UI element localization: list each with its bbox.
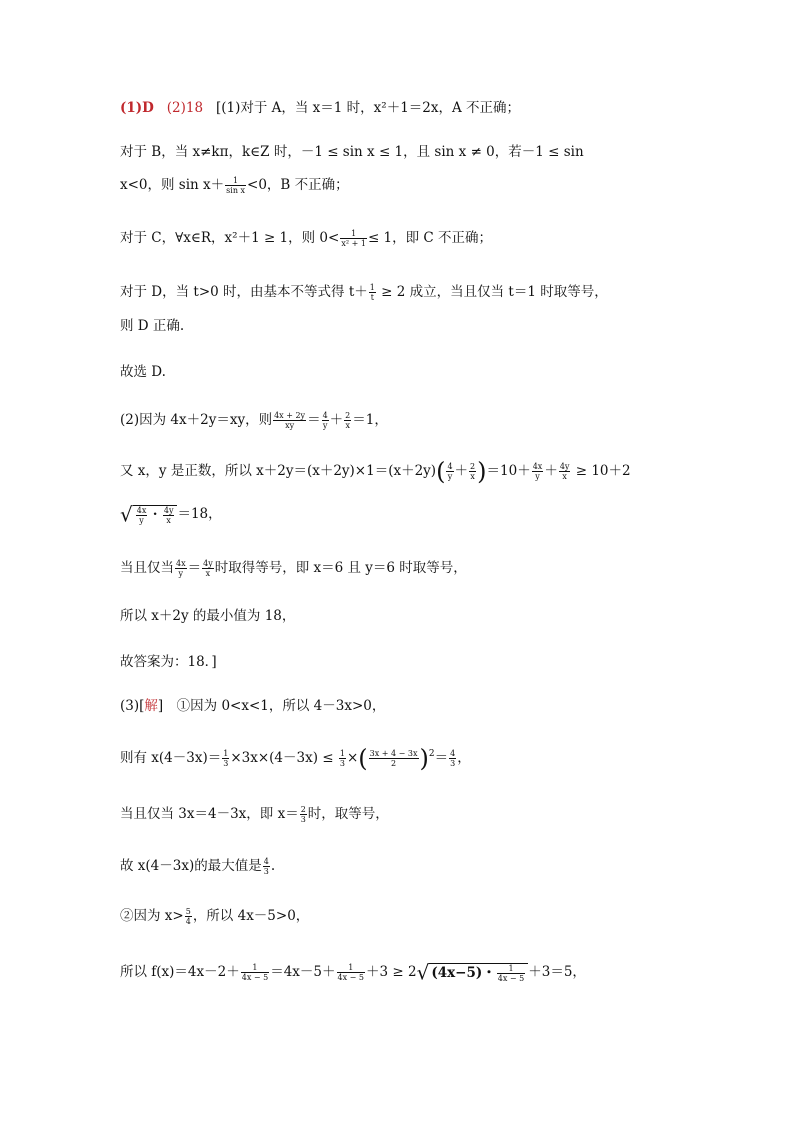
line-6-text: 则 D 正确. — [120, 318, 185, 334]
answer-1: (1)D — [120, 100, 154, 116]
line-5-text-a: 对于 D，当 t>0 时，由基本不等式得 t＋ — [120, 284, 368, 300]
fraction — [300, 805, 307, 824]
line-13 — [120, 652, 217, 672]
line-15-text-c: ， — [457, 750, 471, 766]
denominator: x — [163, 515, 175, 525]
line-11-text-a: 当且仅当 — [120, 560, 174, 576]
line-14 — [120, 696, 385, 716]
numerator: 4y — [203, 559, 213, 568]
fraction — [449, 749, 456, 768]
line-15-text-a: 则有 x(4－3x)＝ — [120, 750, 222, 766]
denominator: 2 — [369, 758, 419, 768]
line-16-text-a: 当且仅当 3x＝4－3x，即 x＝ — [120, 806, 299, 822]
line-3-text-b: <0，B 不正确； — [247, 177, 349, 193]
denominator: x² + 1 — [341, 239, 366, 248]
numerator: 3x + 4 − 3x — [369, 749, 418, 758]
numerator: 2 — [300, 805, 306, 814]
numerator: 1 — [339, 749, 345, 758]
answer-2: (2)18 — [166, 100, 204, 116]
numerator: 4x — [532, 462, 543, 471]
line-8-text-a: (2)因为 4x＋2y＝xy，则 — [120, 412, 273, 428]
line-12-text: 所以 x＋2y 的最小值为 18， — [120, 608, 296, 624]
fraction — [163, 506, 175, 525]
line-15: 则有 x(4－3x)＝ $\frac{1}{3}$ ×3x×(4－3x) ≤ $\frac{1}{3}$ ×( $\frac{3x + 4 - 3x}{2}$ )$^2$＝ $\frac{4}{3}$ ， — [120, 744, 471, 773]
numerator: 1 — [348, 963, 354, 972]
radical-sign: √ — [416, 960, 430, 985]
line-18 — [120, 906, 309, 926]
numerator: 4 — [322, 411, 328, 420]
numerator: 4x — [176, 559, 186, 568]
line-2 — [120, 142, 584, 162]
fraction — [202, 559, 214, 578]
numerator: 4 — [450, 749, 456, 758]
numerator: 2 — [470, 462, 476, 471]
denominator: 3 — [339, 759, 345, 768]
line-3 — [120, 175, 349, 195]
line-8: (2)因为 4x＋2y＝xy，则 $\frac{4x + 2y}{xy}$ ＝ $\frac{4}{y}$ ＋ $\frac{2}{x}$ ＝1， — [120, 411, 388, 430]
fraction — [497, 964, 525, 983]
numerator: 1 — [252, 963, 258, 972]
denominator: y — [175, 568, 187, 578]
line-19 — [120, 962, 586, 983]
denominator: xy — [273, 420, 306, 430]
solution-label: 解 — [144, 698, 158, 714]
line-19-text-a: 所以 f(x)＝4x－2＋ — [120, 964, 240, 980]
denominator: 3 — [300, 815, 306, 824]
line-19-text-e: ＋3＝5， — [528, 964, 586, 980]
line-4-text-a: 对于 C，∀x∈R，x²＋1 ≥ 1，则 0< — [120, 230, 340, 246]
fraction — [446, 462, 453, 481]
numerator: 2 — [345, 411, 351, 420]
line-14-text-a: (3)[ — [120, 698, 145, 714]
line-18-text-a: ②因为 x> — [120, 908, 184, 924]
line-9: 又 x，y 是正数，所以 x＋2y＝(x＋2y)×1＝(x＋2y)( $\frac{4}{y}$ ＋ $\frac{2}{x}$ )＝10＋ $\frac{4x}{y}$ ＋ $\frac{4y}{x}$ ≥ 10＋2 — [120, 457, 631, 486]
line-3-text-a: x<0，则 sin x＋ — [120, 177, 225, 193]
numerator: 4 — [263, 857, 269, 866]
fraction — [559, 462, 571, 481]
denominator: 4x − 5 — [241, 973, 269, 982]
numerator: 1 — [369, 283, 375, 292]
numerator: 1 — [351, 229, 357, 238]
fraction — [369, 749, 419, 768]
line-17 — [120, 856, 275, 876]
line-9-text-b: ＝10＋ — [486, 463, 531, 479]
fraction — [225, 176, 246, 195]
denominator: y — [532, 471, 544, 481]
line-12 — [120, 606, 295, 626]
radical-sign: √ — [120, 502, 133, 527]
line-9-text-c: ≥ 10＋2 — [571, 463, 631, 479]
radicand: $\frac{4x}{y}$ ・ $\frac{4y}{x}$ — [133, 505, 178, 525]
numerator: 4x + 2y — [274, 411, 306, 420]
numerator: 1 — [233, 176, 239, 185]
line-16-text-b: 时，取等号， — [307, 806, 389, 822]
line-2-text: 对于 B，当 x≠kπ，k∈Z 时，－1 ≤ sin x ≤ 1，且 sin x ≠ 0，若－1 ≤ sin — [120, 144, 584, 160]
denominator: y — [447, 472, 453, 481]
fraction — [369, 283, 376, 302]
fraction — [322, 411, 329, 430]
line-4-text-b: ≤ 1，即 C 不正确； — [367, 230, 493, 246]
fraction — [241, 963, 269, 982]
denominator: 3 — [450, 759, 456, 768]
fraction — [273, 411, 306, 430]
line-17-text-b: . — [270, 858, 276, 874]
line-11-text-b: 时取得等号，即 x＝6 且 y＝6 时取等号， — [214, 560, 467, 576]
numerator: 1 — [508, 963, 514, 973]
denominator: y — [136, 515, 148, 525]
numerator: 4y — [559, 462, 570, 471]
numerator: 4x — [136, 505, 147, 515]
denominator: x — [470, 472, 475, 481]
denominator: sin x — [226, 186, 246, 195]
line-19-text-b: ＝4x－5＋ — [270, 964, 336, 980]
line-6 — [120, 316, 184, 336]
line-8-text-b: ＝1， — [352, 412, 388, 428]
denominator: x — [345, 421, 350, 430]
fraction — [175, 559, 187, 578]
denominator: 4x − 5 — [337, 973, 364, 982]
fraction — [222, 749, 229, 768]
line-7 — [120, 362, 166, 382]
numerator: 5 — [185, 907, 191, 916]
denominator: x — [559, 471, 571, 481]
line-5-text-b: ≥ 2 成立，当且仅当 t＝1 时取等号， — [376, 284, 608, 300]
line-1 — [120, 98, 520, 118]
fraction — [337, 963, 365, 982]
denominator: 3 — [223, 759, 229, 768]
line-17-text-a: 故 x(4－3x)的最大值是 — [120, 858, 262, 874]
denominator: 4x − 5 — [497, 973, 525, 983]
line-7-text: 故选 D. — [120, 364, 166, 380]
denominator: 3 — [263, 867, 269, 876]
fraction — [136, 506, 148, 525]
denominator: t — [370, 293, 374, 302]
numerator: 4y — [163, 505, 174, 515]
denominator: x — [202, 568, 214, 578]
line-19-text-d: (4x−5)・ — [431, 964, 496, 981]
line-15-text-b: ×3x×(4－3x) ≤ — [230, 750, 338, 766]
denominator: y — [322, 421, 328, 430]
fraction — [469, 462, 476, 481]
line-10 — [120, 504, 222, 525]
line-16 — [120, 804, 389, 824]
fraction — [339, 749, 346, 768]
line-19-text-c: ＋3 ≥ 2 — [366, 964, 417, 980]
line-13-text: 故答案为：18．] — [120, 654, 217, 670]
line-14-text-b: ] ①因为 0<x<1，所以 4－3x>0， — [157, 698, 386, 714]
fraction — [263, 857, 270, 876]
fraction — [185, 907, 192, 926]
fraction — [532, 462, 544, 481]
denominator: 4 — [185, 917, 191, 926]
line-18-text-b: ，所以 4x－5>0， — [192, 908, 310, 924]
line-5 — [120, 282, 608, 302]
line-11: 当且仅当 $\frac{4x}{y}$ ＝ $\frac{4y}{x}$ 时取得等号，即 x＝6 且 y＝6 时取等号， — [120, 559, 467, 578]
line-9-text-a: 又 x，y 是正数，所以 x＋2y＝(x＋2y)×1＝(x＋2y) — [120, 463, 437, 479]
line-4 — [120, 228, 492, 248]
fraction — [340, 229, 367, 248]
line-1-text: [(1)对于 A，当 x＝1 时，x²＋1＝2x，A 不正确； — [215, 100, 521, 116]
numerator: 4 — [447, 462, 453, 471]
fraction — [344, 411, 351, 430]
line-10-text-b: ＝18， — [177, 506, 222, 522]
radicand — [429, 963, 528, 983]
numerator: 1 — [223, 749, 229, 758]
